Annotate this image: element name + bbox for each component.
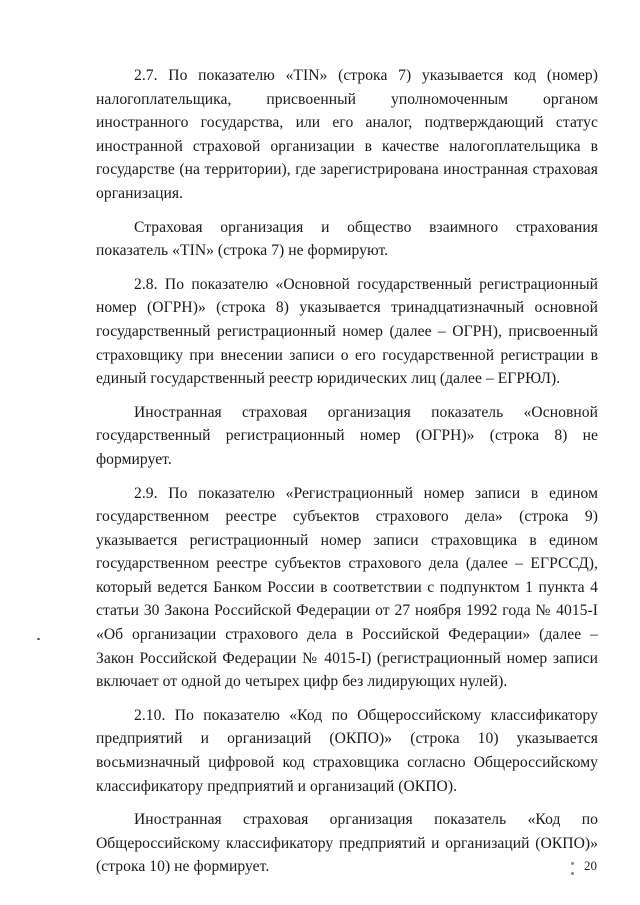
paragraph-ogrn-note: Иностранная страховая организация показатель «Основной государственный регистрационный номер (ОГРН)» (строка 8) не формирует. <box>96 403 598 468</box>
page-number: 20 <box>584 858 597 873</box>
paragraph-tin-note: Страховая организация и общество взаимного страхования показатель «TIN» (строка 7) не формируют. <box>96 218 598 260</box>
paragraph-2-9: 2.9. По показателю «Регистрационный номер записи в едином государственном реестре субъектов страхового дела» (строка 9) указывается регистрационный номер записи страховщика в едином государственном реестре субъектов страхового дела (далее – ЕГРССД), который ведется Банком России в соответствии с подпунктом 1 пункта 4 статьи 30 Закона Российской Федерации от 27 ноября 1992 года № 4015-I «Об организации страхового дела в Российской Федерации» (далее – Закон Российской Федерации № 4015-I) (регистрационный номер записи включает от одной до четырех цифр без лидирующих нулей). <box>96 484 598 691</box>
paragraph-okpo-note: Иностранная страховая организация показатель «Код по Общероссийскому классификатору предприятий и организаций (ОКПО)» (строка 10) не формирует. <box>96 811 598 876</box>
document-page <box>96 64 598 879</box>
paragraph-2-7: 2.7. По показателю «TIN» (строка 7) указывается код (номер) налогоплательщика, присвоенный уполномоченным органом иностранного государства, или его аналог, подтверждающий статус иностранной страховой организации в качестве налогоплательщика в государстве (на территории), где зарегистрирована иностранная страховая организация. <box>96 67 598 202</box>
scan-speck <box>571 862 574 865</box>
scan-speck <box>571 872 574 875</box>
paragraph-2-8: 2.8. По показателю «Основной государственный регистрационный номер (ОГРН)» (строка 8) указывается тринадцатизначный основной государственный регистрационный номер (далее – ОГРН), присвоенный страховщику при внесении записи о его государственной регистрации в единый государственный реестр юридических лиц (далее – ЕГРЮЛ). <box>96 275 598 388</box>
scan-speck <box>37 638 40 640</box>
paragraph-2-10: 2.10. По показателю «Код по Общероссийскому классификатору предприятий и организаций (ОКПО)» (строка 10) указывается восьмизначный цифровой код страховщика согласно Общероссийскому классификатору предприятий и организаций (ОКПО). <box>96 706 598 795</box>
